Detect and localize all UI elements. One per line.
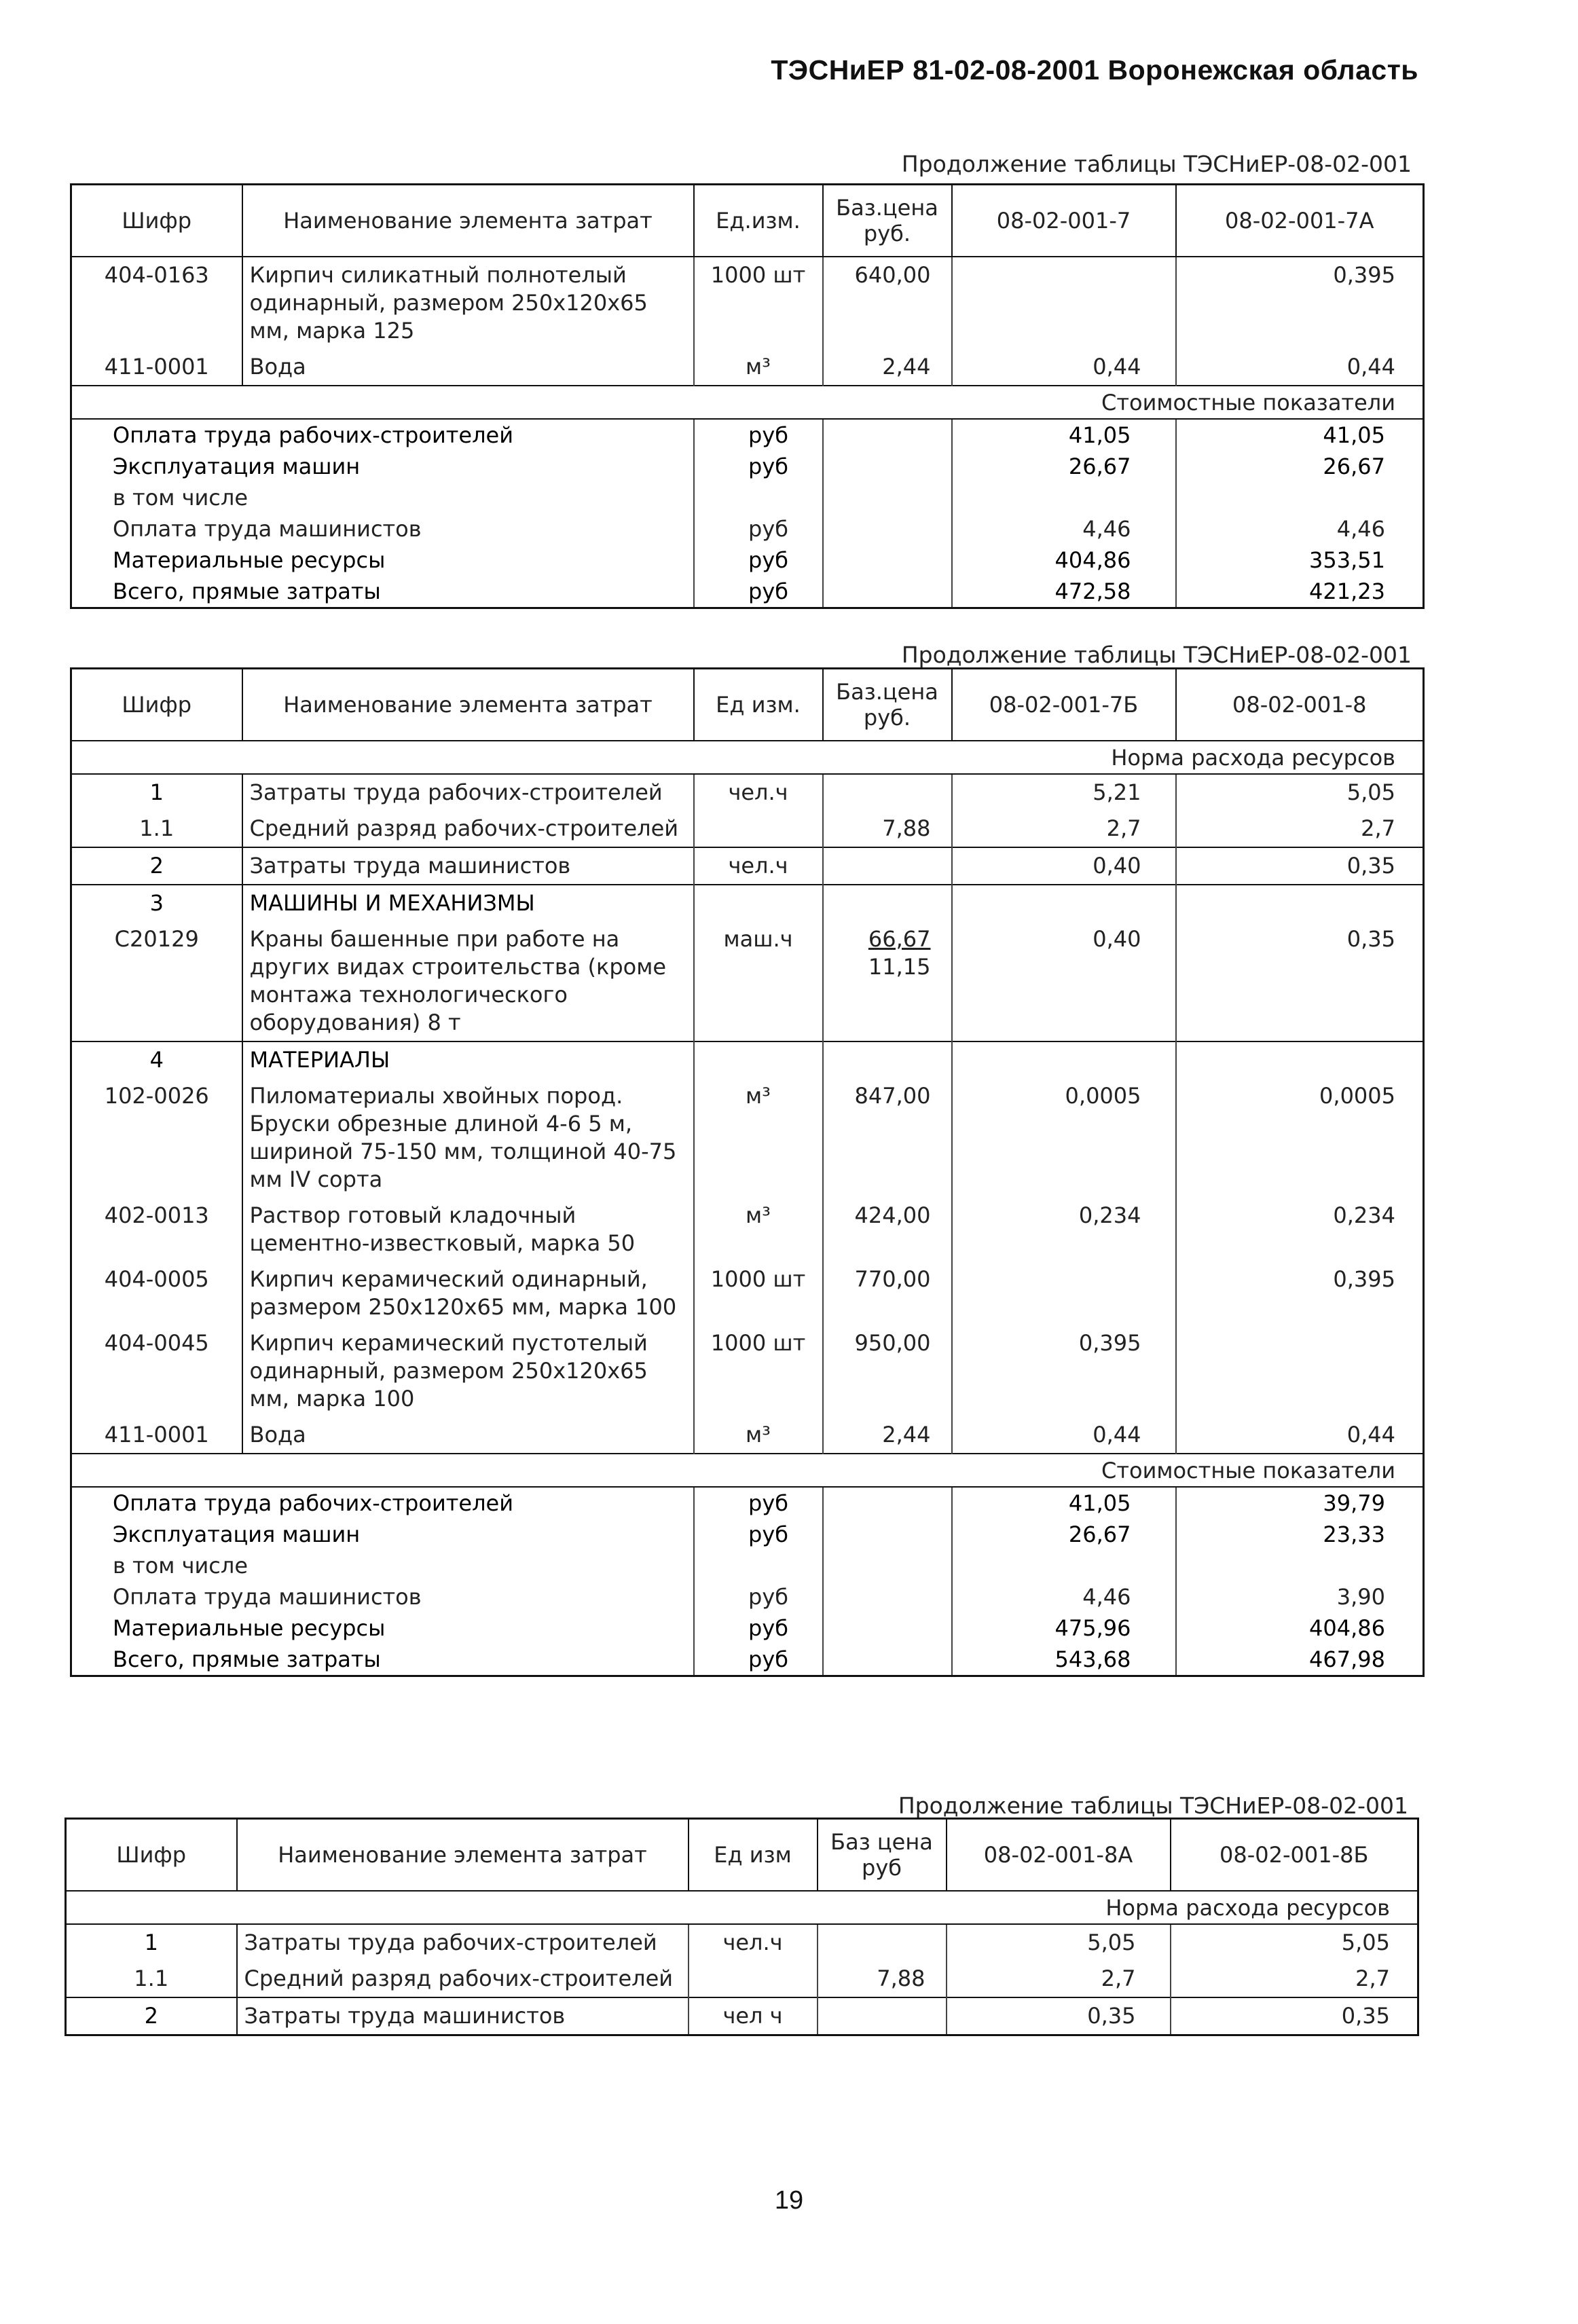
summary-unit: руб xyxy=(694,419,823,451)
row-value-2 xyxy=(1176,885,1424,921)
summary-price xyxy=(823,1550,952,1581)
summary-value-2: 23,33 xyxy=(1176,1519,1424,1550)
column-header-unit: Ед изм. xyxy=(694,669,823,741)
column-header-norm-2: 08-02-001-7А xyxy=(1176,185,1424,257)
row-value-2: 0,395 xyxy=(1176,1261,1424,1325)
column-header-code: Шифр xyxy=(71,185,242,257)
row-name: Вода xyxy=(242,1417,694,1454)
summary-name: Всего, прямые затраты xyxy=(113,1646,381,1672)
row-name: Вода xyxy=(242,349,694,386)
row-unit xyxy=(694,885,823,921)
summary-value-2: 404,86 xyxy=(1176,1612,1424,1644)
row-name: Кирпич силикатный полнотелый одинарный, размером 250x120x65 мм, марка 125 xyxy=(242,257,694,349)
summary-value-1 xyxy=(952,482,1176,513)
summary-value-1: 4,46 xyxy=(952,1581,1176,1612)
row-value-2 xyxy=(1176,1325,1424,1417)
row-name: Затраты труда машинистов xyxy=(237,1997,689,2035)
row-value-1: 2,7 xyxy=(952,811,1176,847)
row-value-2: 2,7 xyxy=(1171,1961,1418,1997)
table-header-row xyxy=(71,669,1424,741)
row-name: Кирпич керамический одинарный, размером 250x120x65 мм, марка 100 xyxy=(242,1261,694,1325)
row-name: Затраты труда рабочих-строителей xyxy=(242,774,694,811)
summary-value-1 xyxy=(952,1550,1176,1581)
row-code: 102-0026 xyxy=(104,1083,209,1109)
summary-price xyxy=(823,576,952,608)
summary-unit: руб xyxy=(694,1519,823,1550)
summary-value-2: 26,67 xyxy=(1176,451,1424,482)
summary-row xyxy=(71,513,1424,545)
table-caption: Продолжение таблицы ТЭСНиЕР-08-02-001 xyxy=(898,1792,1408,1819)
row-unit: чел ч xyxy=(689,1997,818,2035)
table-row xyxy=(66,1924,1418,1961)
column-header-code: Шифр xyxy=(66,1819,237,1892)
row-price: 7,88 xyxy=(823,811,952,847)
summary-name: Материальные ресурсы xyxy=(113,547,386,573)
summary-row xyxy=(71,1487,1424,1519)
summary-row xyxy=(71,545,1424,576)
row-code: 2 xyxy=(66,1997,237,2035)
table-row xyxy=(71,774,1424,811)
row-value-1: 2,7 xyxy=(947,1961,1171,1997)
row-price: 950,00 xyxy=(823,1325,952,1417)
row-name: Средний разряд рабочих-строителей xyxy=(242,811,694,847)
table-header-row xyxy=(71,185,1424,257)
summary-price xyxy=(823,1612,952,1644)
resource-table-1 xyxy=(70,183,1425,609)
row-value-1 xyxy=(952,885,1176,921)
row-value-2: 0,395 xyxy=(1176,257,1424,349)
row-unit xyxy=(694,1041,823,1078)
row-value-1 xyxy=(952,1041,1176,1078)
row-code: 1.1 xyxy=(134,1966,169,1991)
column-header-norm-1: 08-02-001-8А xyxy=(947,1819,1171,1892)
row-value-1: 0,44 xyxy=(952,349,1176,386)
table-row xyxy=(71,1078,1424,1198)
section-label: Стоимостные показатели xyxy=(71,1454,1424,1487)
row-name: Раствор готовый кладочный цементно-известковый, марка 50 xyxy=(242,1198,694,1261)
row-value-1: 0,44 xyxy=(952,1417,1176,1454)
summary-unit: руб xyxy=(694,1581,823,1612)
summary-value-2 xyxy=(1176,1550,1424,1581)
row-value-1: 0,40 xyxy=(952,921,1176,1041)
row-price-primary: 66,67 xyxy=(868,926,931,952)
summary-row xyxy=(71,451,1424,482)
table-caption: Продолжение таблицы ТЭСНиЕР-08-02-001 xyxy=(901,642,1412,668)
row-value-2: 0,44 xyxy=(1176,349,1424,386)
row-price xyxy=(823,921,952,1041)
table-caption: Продолжение таблицы ТЭСНиЕР-08-02-001 xyxy=(901,151,1412,177)
summary-price xyxy=(823,451,952,482)
column-header-price: Баз.цена руб. xyxy=(823,185,952,257)
row-value-2 xyxy=(1176,1041,1424,1078)
row-price: 640,00 xyxy=(823,257,952,349)
summary-unit: руб xyxy=(694,576,823,608)
row-unit: м³ xyxy=(694,349,823,386)
row-value-2: 0,35 xyxy=(1176,921,1424,1041)
column-header-price: Баз.цена руб. xyxy=(823,669,952,741)
summary-name: Оплата труда рабочих-строителей xyxy=(113,422,513,448)
row-price: 7,88 xyxy=(818,1961,947,1997)
row-price xyxy=(823,1041,952,1078)
column-header-unit: Ед.изм. xyxy=(694,185,823,257)
row-code: 3 xyxy=(71,885,242,921)
summary-unit: руб xyxy=(694,1644,823,1676)
summary-name: Материальные ресурсы xyxy=(113,1615,386,1641)
summary-price xyxy=(823,419,952,451)
summary-value-1: 41,05 xyxy=(952,1487,1176,1519)
table-row xyxy=(71,1325,1424,1417)
table-row xyxy=(71,1417,1424,1454)
row-name: Краны башенные при работе на других видах строительства (кроме монтажа технологического оборудования) 8 т xyxy=(242,921,694,1041)
table-row xyxy=(71,921,1424,1041)
row-value-1: 0,35 xyxy=(947,1997,1171,2035)
resource-table-2 xyxy=(70,667,1425,1677)
document-header: ТЭСНиЕР 81-02-08-2001 Воронежская область xyxy=(771,54,1418,86)
table-row xyxy=(71,885,1424,921)
section-label-row xyxy=(71,386,1424,419)
summary-name: в том числе xyxy=(113,1553,248,1579)
section-label: Стоимостные показатели xyxy=(71,386,1424,419)
row-value-2: 5,05 xyxy=(1176,774,1424,811)
column-header-name: Наименование элемента затрат xyxy=(242,669,694,741)
column-header-norm-2: 08-02-001-8Б xyxy=(1171,1819,1418,1892)
row-value-2: 0,35 xyxy=(1171,1997,1418,2035)
summary-unit: руб xyxy=(694,1487,823,1519)
row-value-2: 0,44 xyxy=(1176,1417,1424,1454)
row-name: Пиломатериалы хвойных пород. Бруски обрезные длиной 4-6 5 м, шириной 75-150 мм, толщиной 40-75 мм IV сорта xyxy=(242,1078,694,1198)
column-header-norm-1: 08-02-001-7 xyxy=(952,185,1176,257)
summary-name: Оплата труда машинистов xyxy=(113,1584,422,1610)
table-row xyxy=(71,811,1424,847)
row-code: 1 xyxy=(149,779,164,805)
summary-value-2: 3,90 xyxy=(1176,1581,1424,1612)
row-unit: м³ xyxy=(694,1417,823,1454)
summary-name: Оплата труда машинистов xyxy=(113,516,422,542)
row-unit: м³ xyxy=(694,1078,823,1198)
summary-value-1: 41,05 xyxy=(952,419,1176,451)
row-code: С20129 xyxy=(114,926,199,952)
row-value-1 xyxy=(952,257,1176,349)
summary-row xyxy=(71,1581,1424,1612)
row-price: 847,00 xyxy=(823,1078,952,1198)
row-code: 411-0001 xyxy=(104,354,209,380)
row-unit: 1000 шт xyxy=(694,1325,823,1417)
summary-name: Эксплуатация машин xyxy=(113,1521,361,1547)
summary-name: в том числе xyxy=(113,485,248,511)
row-unit xyxy=(689,1961,818,1997)
summary-price xyxy=(823,1487,952,1519)
summary-value-1: 4,46 xyxy=(952,513,1176,545)
summary-value-1: 472,58 xyxy=(952,576,1176,608)
row-price: 2,44 xyxy=(823,349,952,386)
row-name: Затраты труда рабочих-строителей xyxy=(237,1924,689,1961)
row-name: МАШИНЫ И МЕХАНИЗМЫ xyxy=(242,885,694,921)
summary-value-1: 543,68 xyxy=(952,1644,1176,1676)
summary-name: Всего, прямые затраты xyxy=(113,578,381,604)
table-row xyxy=(71,1041,1424,1078)
table-header-row xyxy=(66,1819,1418,1892)
row-value-2: 5,05 xyxy=(1171,1924,1418,1961)
summary-price xyxy=(823,545,952,576)
column-header-norm-2: 08-02-001-8 xyxy=(1176,669,1424,741)
summary-name: Оплата труда рабочих-строителей xyxy=(113,1490,513,1516)
row-code: 1 xyxy=(144,1930,158,1955)
row-price xyxy=(823,885,952,921)
summary-row xyxy=(71,419,1424,451)
row-value-1: 0,234 xyxy=(952,1198,1176,1261)
column-header-norm-1: 08-02-001-7Б xyxy=(952,669,1176,741)
norm-label: Норма расхода ресурсов xyxy=(66,1891,1418,1924)
row-code: 2 xyxy=(71,847,242,885)
section-label-row xyxy=(71,741,1424,774)
row-unit: 1000 шт xyxy=(694,257,823,349)
row-value-1: 5,05 xyxy=(947,1924,1171,1961)
row-price: 770,00 xyxy=(823,1261,952,1325)
row-code: 404-0163 xyxy=(104,262,209,288)
row-price xyxy=(818,1924,947,1961)
row-code: 4 xyxy=(71,1041,242,1078)
row-unit: м³ xyxy=(694,1198,823,1261)
summary-value-2: 39,79 xyxy=(1176,1487,1424,1519)
row-name: Средний разряд рабочих-строителей xyxy=(237,1961,689,1997)
row-value-2: 0,0005 xyxy=(1176,1078,1424,1198)
summary-unit: руб xyxy=(694,1612,823,1644)
summary-value-2: 467,98 xyxy=(1176,1644,1424,1676)
table-row xyxy=(71,847,1424,885)
row-value-2: 0,35 xyxy=(1176,847,1424,885)
summary-price xyxy=(823,1644,952,1676)
column-header-code: Шифр xyxy=(71,669,242,741)
column-header-name: Наименование элемента затрат xyxy=(237,1819,689,1892)
row-value-1: 0,0005 xyxy=(952,1078,1176,1198)
row-price: 424,00 xyxy=(823,1198,952,1261)
summary-price xyxy=(823,1519,952,1550)
row-code: 402-0013 xyxy=(104,1202,209,1228)
row-price xyxy=(823,774,952,811)
summary-price xyxy=(823,1581,952,1612)
row-code: 404-0005 xyxy=(104,1266,209,1292)
section-label-row xyxy=(66,1891,1418,1924)
row-code: 411-0001 xyxy=(104,1422,209,1447)
row-code: 404-0045 xyxy=(104,1330,209,1356)
summary-value-2: 41,05 xyxy=(1176,419,1424,451)
row-unit: чел.ч xyxy=(694,847,823,885)
column-header-price: Баз цена руб xyxy=(818,1819,947,1892)
summary-unit xyxy=(694,482,823,513)
page-number: 19 xyxy=(774,2186,804,2215)
row-code: 1.1 xyxy=(139,815,175,841)
summary-unit: руб xyxy=(694,545,823,576)
row-unit: чел.ч xyxy=(689,1924,818,1961)
row-value-1: 0,395 xyxy=(952,1325,1176,1417)
row-price xyxy=(823,847,952,885)
summary-row xyxy=(71,1612,1424,1644)
summary-unit: руб xyxy=(694,513,823,545)
table-row xyxy=(71,349,1424,386)
summary-price xyxy=(823,513,952,545)
row-name: Затраты труда машинистов xyxy=(242,847,694,885)
summary-value-2: 353,51 xyxy=(1176,545,1424,576)
table-row xyxy=(66,1997,1418,2035)
summary-value-1: 404,86 xyxy=(952,545,1176,576)
row-unit xyxy=(694,811,823,847)
column-header-name: Наименование элемента затрат xyxy=(242,185,694,257)
summary-value-1: 26,67 xyxy=(952,451,1176,482)
row-value-2: 2,7 xyxy=(1176,811,1424,847)
row-price: 2,44 xyxy=(823,1417,952,1454)
column-header-unit: Ед изм xyxy=(689,1819,818,1892)
norm-label: Норма расхода ресурсов xyxy=(71,741,1424,774)
summary-value-1: 26,67 xyxy=(952,1519,1176,1550)
row-value-1: 5,21 xyxy=(952,774,1176,811)
row-price xyxy=(818,1997,947,2035)
summary-value-1: 475,96 xyxy=(952,1612,1176,1644)
row-value-1 xyxy=(952,1261,1176,1325)
summary-unit: руб xyxy=(694,451,823,482)
table-row xyxy=(66,1961,1418,1997)
row-name: МАТЕРИАЛЫ xyxy=(242,1041,694,1078)
table-row xyxy=(71,1261,1424,1325)
row-unit: маш.ч xyxy=(694,921,823,1041)
summary-row xyxy=(71,1550,1424,1581)
summary-row xyxy=(71,1644,1424,1676)
row-unit: 1000 шт xyxy=(694,1261,823,1325)
row-unit: чел.ч xyxy=(694,774,823,811)
row-value-2: 0,234 xyxy=(1176,1198,1424,1261)
section-label-row xyxy=(71,1454,1424,1487)
row-price-secondary: 11,15 xyxy=(868,954,931,980)
table-row xyxy=(71,1198,1424,1261)
table-row xyxy=(71,257,1424,349)
summary-row xyxy=(71,482,1424,513)
summary-value-2: 421,23 xyxy=(1176,576,1424,608)
summary-name: Эксплуатация машин xyxy=(113,454,361,479)
summary-value-2 xyxy=(1176,482,1424,513)
summary-row xyxy=(71,1519,1424,1550)
summary-row xyxy=(71,576,1424,608)
summary-price xyxy=(823,482,952,513)
resource-table-3 xyxy=(65,1818,1419,2036)
row-name: Кирпич керамический пустотелый одинарный, размером 250x120x65 мм, марка 100 xyxy=(242,1325,694,1417)
row-value-1: 0,40 xyxy=(952,847,1176,885)
summary-unit xyxy=(694,1550,823,1581)
summary-value-2: 4,46 xyxy=(1176,513,1424,545)
